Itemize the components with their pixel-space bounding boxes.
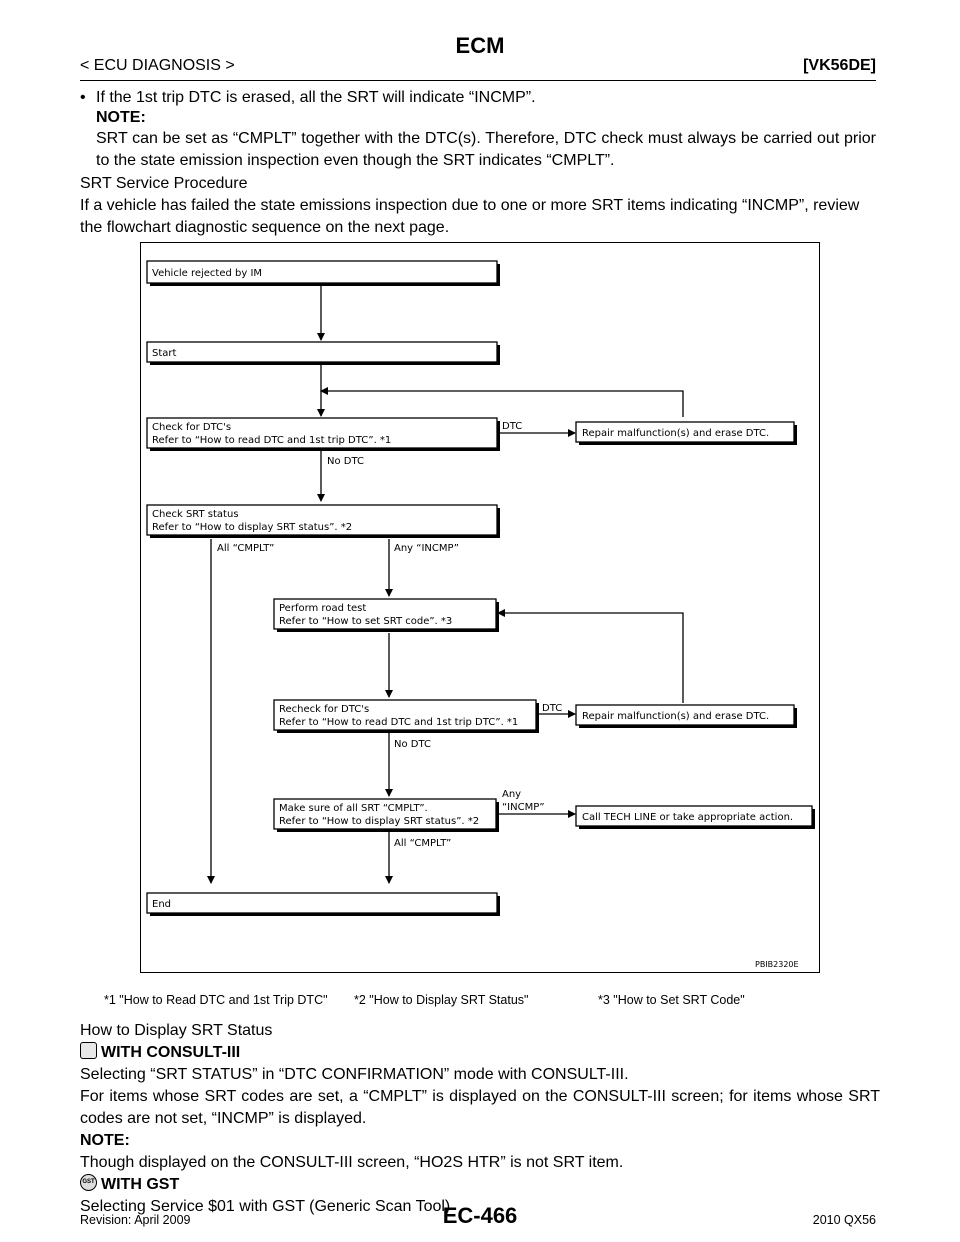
figure-id: PBIB2320E (755, 960, 799, 969)
gst-icon-text: GST (82, 1179, 95, 1185)
box-check-srt-line2: Refer to “How to display SRT status”. *2 (152, 522, 353, 533)
box-repair-2 (576, 705, 797, 728)
box-repair-1 (576, 422, 797, 445)
section-label: < ECU DIAGNOSIS > (80, 57, 235, 74)
consult-row (80, 1042, 240, 1064)
box-vehicle-rejected (147, 261, 500, 286)
box-check-dtc-line2: Refer to “How to read DTC and 1st trip DTC”. *1 (152, 435, 392, 446)
display-note-text: Though displayed on the CONSULT-III screen, “HO2S HTR” is not SRT item. (80, 1154, 624, 1171)
gst-icon (80, 1174, 97, 1191)
engine-label: [VK56DE] (803, 57, 876, 74)
header-rule (80, 80, 876, 81)
bullet-marker: • (80, 89, 86, 106)
box-vehicle-rejected-text: Vehicle rejected by IM (152, 268, 263, 279)
box-road-test-line2: Refer to “How to set SRT code”. *3 (279, 616, 453, 627)
display-note-label: NOTE: (80, 1132, 130, 1149)
box-check-dtc (147, 418, 500, 451)
consult-label: WITH CONSULT-III (101, 1044, 241, 1061)
display-srt-heading: How to Display SRT Status (80, 1022, 273, 1039)
box-road-test-line1: Perform road test (279, 603, 367, 614)
label-any-incmp-1: Any “INCMP” (394, 543, 459, 554)
box-make-sure (274, 799, 499, 832)
gst-text: Selecting Service $01 with GST (Generic Scan Tool) (80, 1198, 451, 1215)
box-end-text: End (152, 899, 172, 910)
label-all-cmplt-1: All “CMPLT” (217, 543, 275, 554)
intro-note-label: NOTE: (96, 109, 146, 126)
model-year: 2010 QX56 (812, 1213, 876, 1227)
flow-arrow (321, 391, 683, 417)
intro-note-text: SRT can be set as “CMPLT” together with the DTC(s). Therefore, DTC check must always be carried out prior to the state emission inspection even though the SRT indicates “CMPLT”. (96, 130, 876, 169)
box-make-sure-line2: Refer to “How to display SRT status”. *2 (279, 816, 480, 827)
label-all-cmplt-2: All “CMPLT” (394, 838, 452, 849)
gst-label: WITH GST (101, 1176, 180, 1193)
box-repair-1-text: Repair malfunction(s) and erase DTC. (582, 428, 770, 439)
box-check-dtc-line1: Check for DTC's (152, 422, 232, 433)
box-recheck-dtc (274, 700, 539, 733)
srt-service-text: If a vehicle has failed the state emissions inspection due to one or more SRT items indicating “INCMP”, review the flowchart diagnostic sequence on the next page. (80, 197, 860, 236)
box-end (147, 893, 500, 916)
footnote-2: *2 "How to Display SRT Status" (354, 993, 529, 1007)
box-call-techline (576, 806, 815, 829)
revision: Revision: April 2009 (80, 1213, 191, 1227)
label-dtc-2: DTC (542, 703, 563, 714)
footnote-3: *3 "How to Set SRT Code" (598, 993, 745, 1007)
intro-bullet: If the 1st trip DTC is erased, all the SRT will indicate “INCMP”. (96, 89, 536, 106)
box-start-text: Start (152, 348, 177, 359)
box-check-srt (147, 505, 500, 538)
box-start (147, 342, 500, 365)
page-number: EC-466 (442, 1203, 518, 1228)
box-recheck-dtc-line2: Refer to “How to read DTC and 1st trip DTC”. *1 (279, 717, 519, 728)
label-incmp-2: “INCMP” (502, 802, 545, 813)
box-call-techline-text: Call TECH LINE or take appropriate action. (582, 812, 794, 823)
label-any: Any (502, 789, 522, 800)
label-dtc-1: DTC (502, 421, 523, 432)
consult-text-2: For items whose SRT codes are set, a “CMPLT” is displayed on the CONSULT-III screen; for items whose SRT codes are not set, “INCMP” is displayed. (80, 1088, 880, 1127)
flowchart-figure (140, 242, 820, 973)
label-no-dtc-2: No DTC (394, 739, 431, 750)
footnote-1: *1 "How to Read DTC and 1st Trip DTC" (104, 993, 328, 1007)
box-make-sure-line1: Make sure of all SRT “CMPLT”. (279, 803, 428, 814)
page-header-title: ECM (455, 33, 505, 58)
box-recheck-dtc-line1: Recheck for DTC's (279, 704, 370, 715)
flowchart-svg (141, 243, 821, 974)
flow-arrow (498, 613, 683, 703)
gst-row (80, 1174, 179, 1196)
label-no-dtc-1: No DTC (327, 456, 364, 467)
srt-service-heading: SRT Service Procedure (80, 175, 248, 192)
box-road-test (274, 599, 499, 632)
box-repair-2-text: Repair malfunction(s) and erase DTC. (582, 711, 770, 722)
consult-text-1: Selecting “SRT STATUS” in “DTC CONFIRMATION” mode with CONSULT-III. (80, 1066, 629, 1083)
box-check-srt-line1: Check SRT status (152, 509, 239, 520)
consult-tool-icon (80, 1042, 97, 1059)
